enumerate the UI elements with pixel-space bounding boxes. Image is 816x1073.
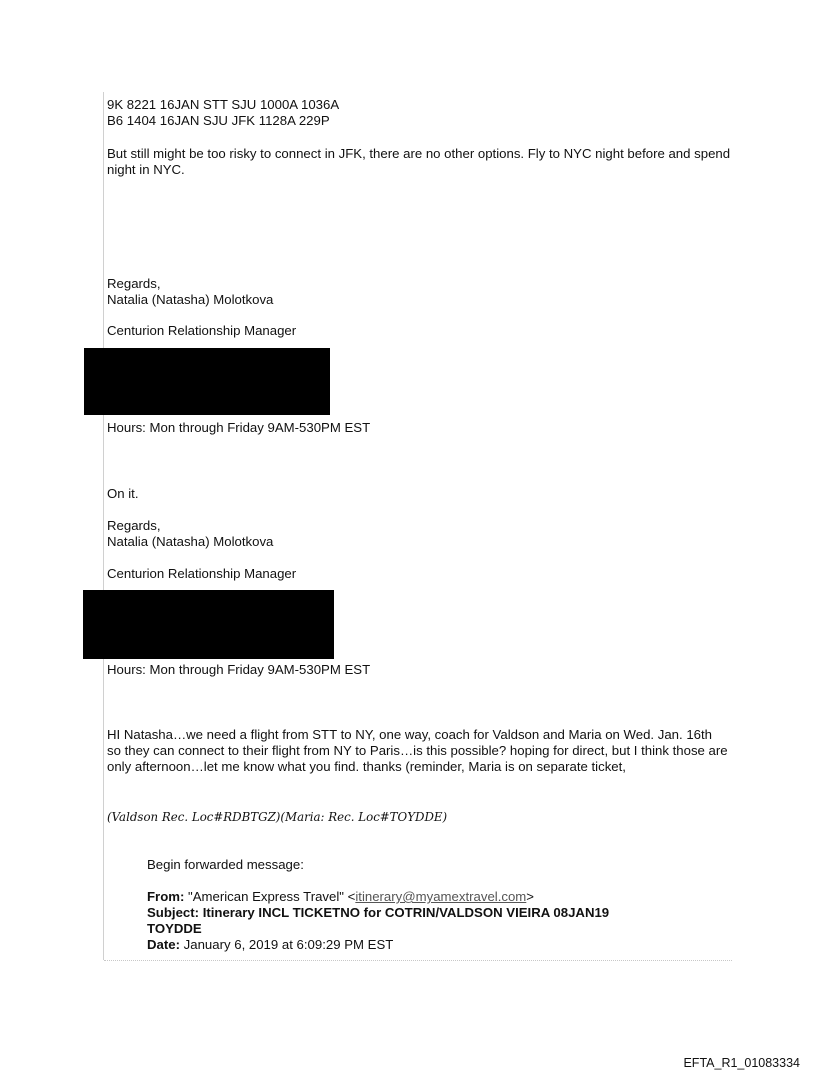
flight-request-message: HI Natasha…we need a flight from STT to NY, one way, coach for Valdson and Maria on Wed. Jan. 16th so they can connect to their flight from NY to Paris…is this possible? hoping for direct, but I think those are only afternoon…let me know what you find. thanks (reminder, Maria is on separate ticket, [107,727,728,774]
reply-on-it: On it. [107,486,139,501]
redaction-block [83,590,334,659]
signature-regards: Regards, [107,276,161,291]
from-email-link[interactable]: itinerary@myamextravel.com [355,889,527,904]
quote-bar [103,92,104,960]
flight-line-1: 9K 8221 16JAN STT SJU 1000A 1036A [107,97,340,112]
signature-title: Centurion Relationship Manager [107,566,297,581]
signature-name: Natalia (Natasha) Molotkova [107,292,274,307]
subject-text: Itinerary INCL TICKETNO for COTRIN/VALDSON VIEIRA 08JAN19 [199,905,610,920]
from-line [147,889,707,905]
record-locators: (Valdson Rec. Loc#RDBTGZ)(Maria: Rec. Loc#TOYDDE) [107,810,448,824]
signature-name: Natalia (Natasha) Molotkova [107,534,274,549]
forwarded-heading: Begin forwarded message: [147,857,304,872]
signature-regards: Regards, [107,518,161,533]
signature-hours: Hours: Mon through Friday 9AM-530PM EST [107,420,371,435]
signature-hours: Hours: Mon through Friday 9AM-530PM EST [107,662,371,677]
date-label: Date: [147,937,180,952]
from-label: From: [147,889,185,904]
subject-continuation: TOYDDE [147,921,202,936]
from-close: > [526,889,534,904]
flight-line-2: B6 1404 16JAN SJU JFK 1128A 229P [107,113,330,128]
from-name: "American Express Travel" < [184,889,356,904]
signature-title: Centurion Relationship Manager [107,323,297,338]
quote-end-divider [104,960,732,961]
document-id-footer: EFTA_R1_01083334 [683,1056,800,1070]
date-line [147,937,707,953]
redaction-block [84,348,330,415]
forwarded-message [147,857,707,953]
subject-label: Subject: [147,905,200,920]
subject-line [147,905,707,921]
jfk-connection-note: But still might be too risky to connect in JFK, there are no other options. Fly to NYC night before and spend night in NYC. [107,146,731,177]
date-text: January 6, 2019 at 6:09:29 PM EST [179,937,394,952]
